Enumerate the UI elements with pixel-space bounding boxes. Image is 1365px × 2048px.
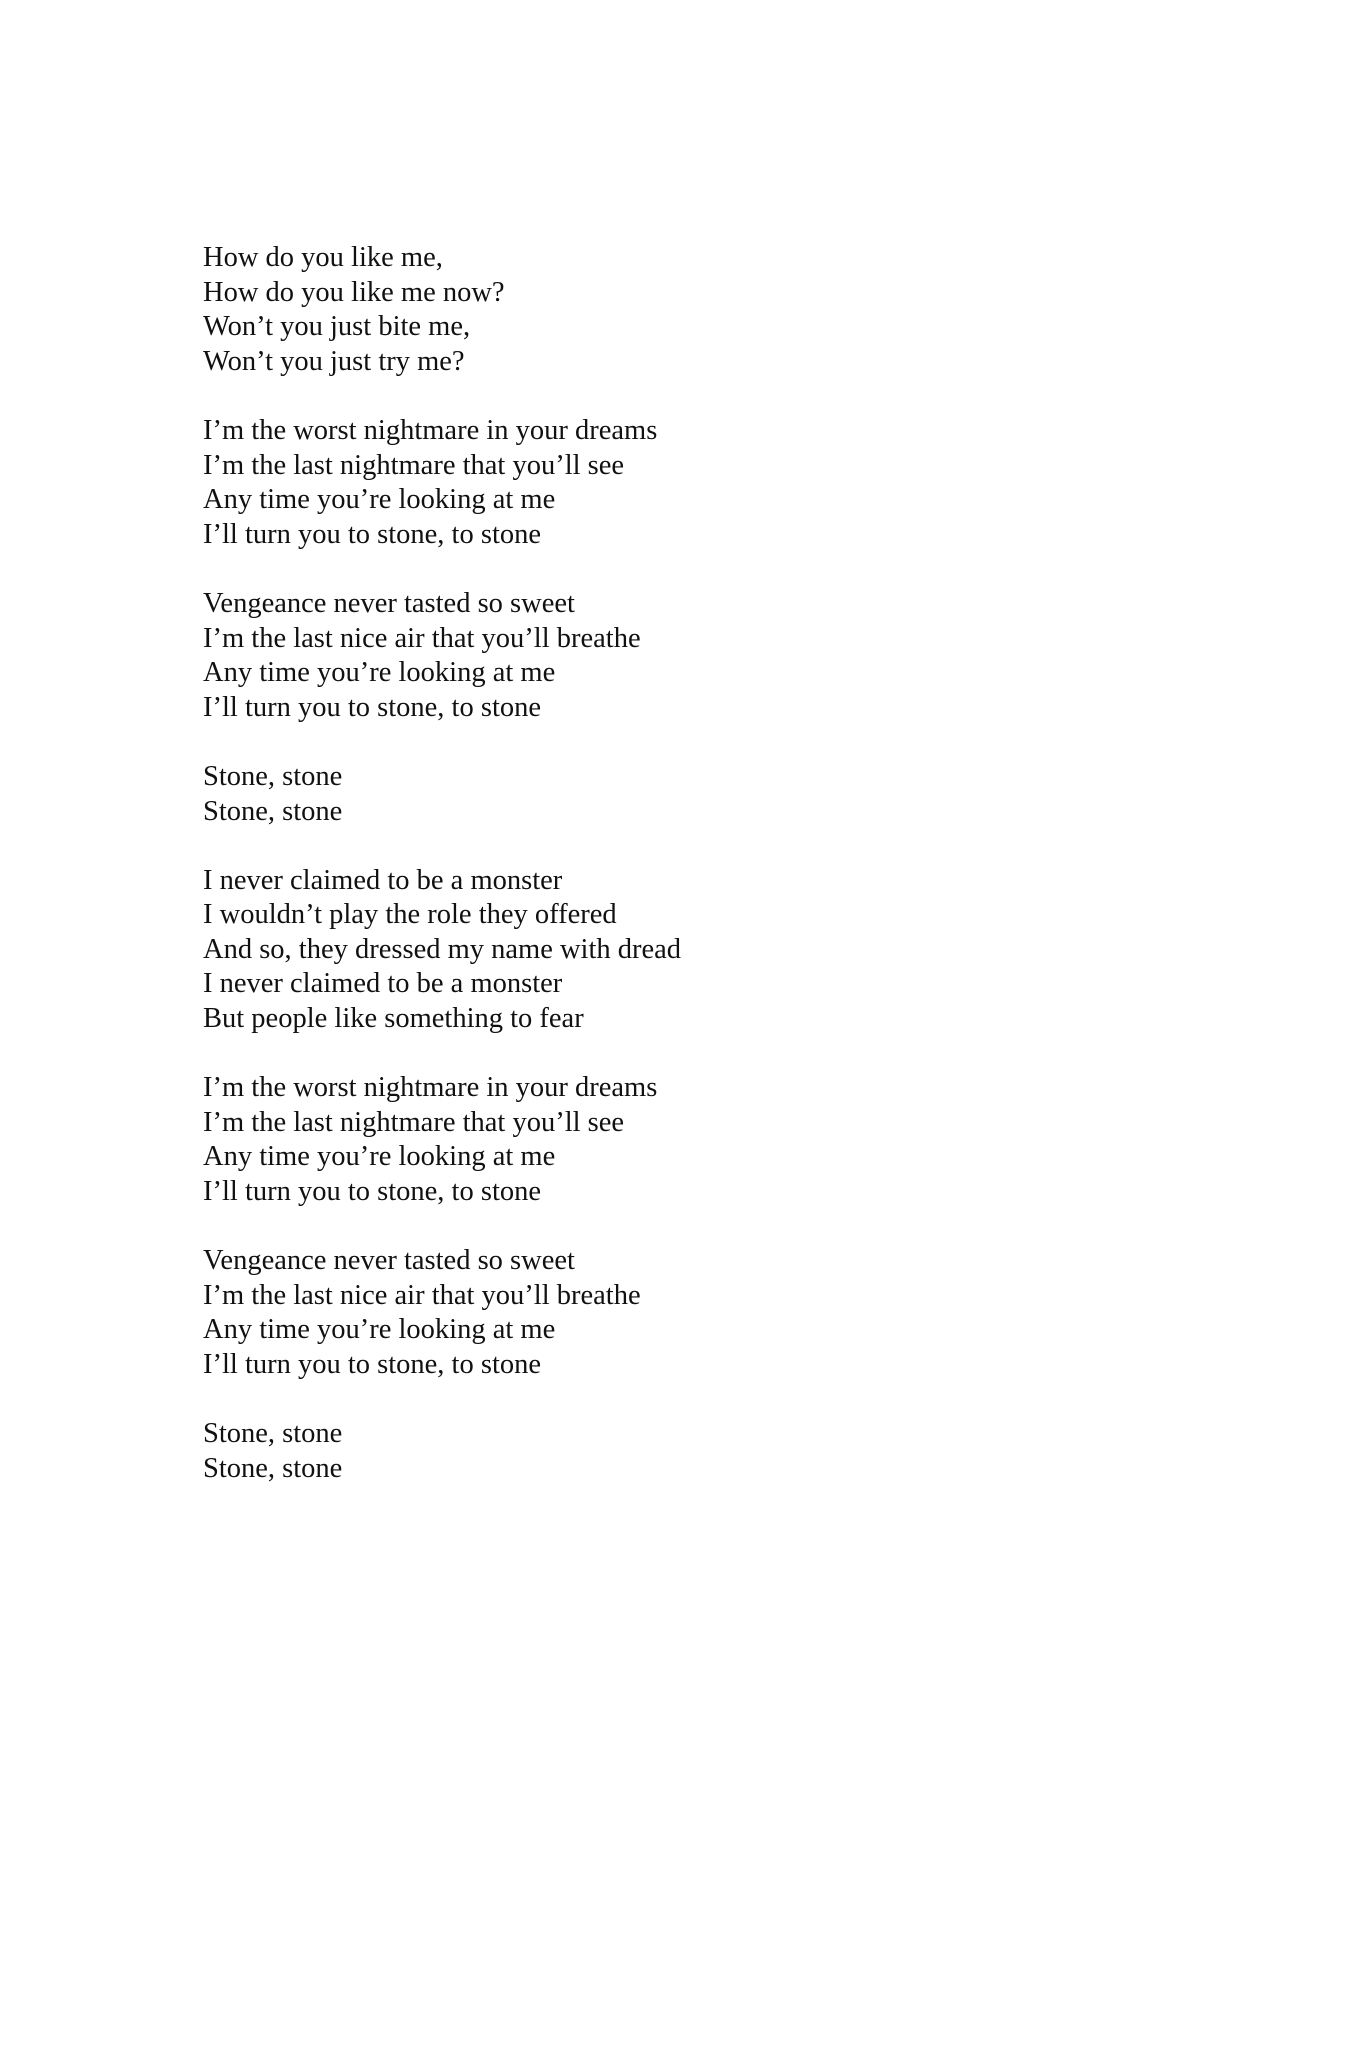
lyric-line: I’m the last nice air that you’ll breathe [203,622,641,654]
stanza-3 [203,587,1203,725]
lyric-line: I’ll turn you to stone, to stone [203,1176,542,1208]
lyric-line: Stone, stone [203,1418,343,1450]
lyric-line: Stone, stone [203,795,343,827]
lyric-line: Won’t you just bite me, [203,311,471,343]
lyric-line: Any time you’re looking at me [203,657,556,689]
lyrics-body [203,241,1203,1486]
lyric-line: I never claimed to be a monster [203,864,563,896]
lyric-line: I never claimed to be a monster [203,968,563,1000]
stanza-4 [203,760,1203,829]
lyric-line: And so, they dressed my name with dread [203,933,682,965]
lyric-line: Stone, stone [203,1452,343,1484]
lyric-line: I’ll turn you to stone, to stone [203,518,542,550]
lyric-line: Vengeance never tasted so sweet [203,587,575,619]
lyric-line: Any time you’re looking at me [203,1314,556,1346]
stanza-8 [203,1417,1203,1486]
lyric-line: Stone, stone [203,760,343,792]
stanza-1 [203,241,1203,379]
lyric-line: Vengeance never tasted so sweet [203,1245,575,1277]
lyric-line: I’ll turn you to stone, to stone [203,691,542,723]
stanza-2 [203,414,1203,552]
lyric-line: I’m the last nice air that you’ll breathe [203,1279,641,1311]
lyric-line: I’m the last nightmare that you’ll see [203,449,625,481]
lyric-line: I’m the worst nightmare in your dreams [203,1072,658,1104]
lyric-line: Any time you’re looking at me [203,1141,556,1173]
lyric-line: I’m the worst nightmare in your dreams [203,414,658,446]
lyric-line: Won’t you just try me? [203,345,465,377]
lyric-line: I wouldn’t play the role they offered [203,899,617,931]
lyric-line: I’m the last nightmare that you’ll see [203,1106,625,1138]
lyric-line: Any time you’re looking at me [203,484,556,516]
lyric-line: How do you like me now? [203,276,505,308]
lyric-line: How do you like me, [203,242,443,273]
stanza-5 [203,864,1203,1037]
lyric-line: But people like something to fear [203,1003,584,1035]
stanza-7 [203,1244,1203,1382]
lyric-line: I’ll turn you to stone, to stone [203,1349,542,1380]
stanza-6 [203,1071,1203,1209]
